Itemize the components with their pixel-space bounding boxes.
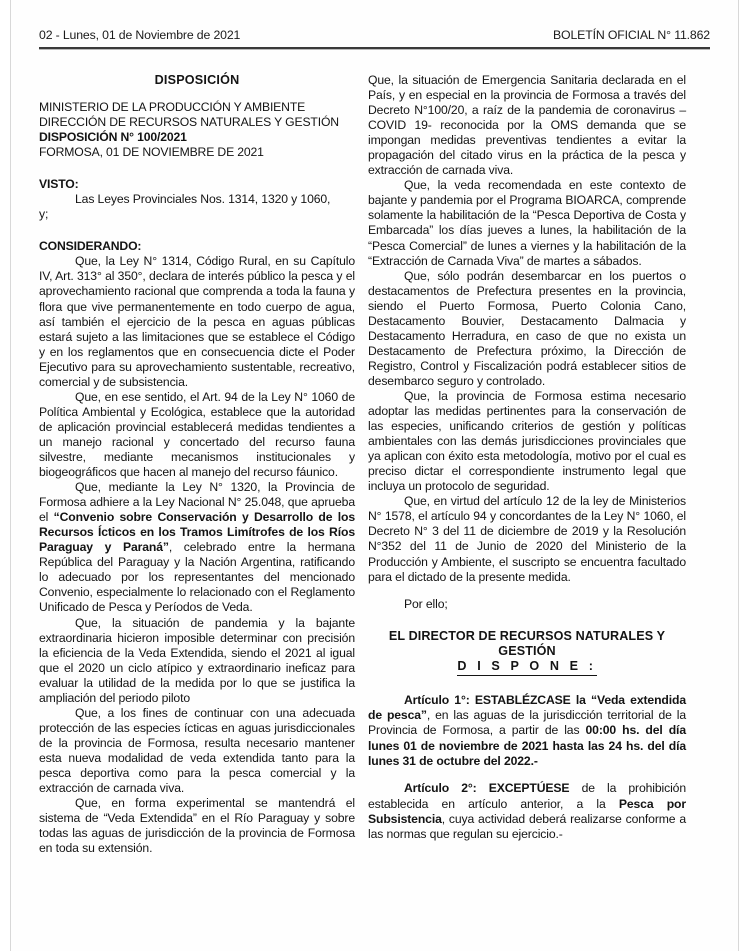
authority-line-1: EL DIRECTOR DE RECURSOS NATURALES Y	[388, 628, 666, 643]
articulo-1-mid: la	[570, 692, 592, 707]
disposicion-number: DISPOSICIÓN N° 100/2021	[39, 130, 187, 145]
articulo-1-body: , en las aguas de la jurisdicción territorial de la Provincia de Formosa, a partir de las	[368, 708, 686, 738]
right-paragraph-3: Que, sólo podrán desembarcar en los puertos o destacamentos de Prefectura presentes en la provincia, siendo el Puerto Formosa, Puerto Colonia Cano, Destacamento Bouvier, Destacamento Dalmacia y Destacamento Herradura, en caso de que no exista un Destacamento de Prefectura próximo, la Dirección de Registro, Control y Fiscalización podrá establecer sitios de desembarco seguro y controlado.	[368, 268, 686, 388]
articulo-1-label: Artículo 1°:	[404, 692, 470, 707]
page-content-area	[39, 0, 710, 951]
considerando-paragraph-6: Que, en forma experimental se mantendrá el sistema de “Veda Extendida” en el Río Paraguay y sobre todas las aguas de jurisdicción de la provincia de Formosa en toda su extensión.	[39, 796, 355, 856]
articulo-2-label: Artículo 2°:	[404, 781, 477, 796]
convenio-title: “Convenio sobre Conservación y Desarrollo de los Recursos Ícticos en los Tramos Limítrofes de los Ríos Paraguay y Paraná”	[39, 510, 355, 555]
articulo-2-verb: EXCEPTÚESE	[488, 781, 570, 796]
visto-tail: y;	[39, 207, 49, 222]
place-and-date: FORMOSA, 01 DE NOVIEMBRE DE 2021	[39, 145, 264, 160]
articulo-2-bold: Pesca por Subsistencia	[368, 796, 686, 826]
dispone-label: D I S P O N E :	[457, 659, 596, 675]
right-column	[368, 61, 686, 856]
page-sheet	[10, 0, 739, 951]
two-column-body	[39, 61, 710, 856]
section-title: DISPOSICIÓN	[154, 73, 240, 87]
articulo-2-tail: , cuya actividad deberá realizarse conforme a las normas que regulan su ejercicio.-	[368, 811, 686, 842]
right-paragraph-1: Que, la situación de Emergencia Sanitaria declarada en el País, y en especial en la provincia de Formosa a través del Decreto N°100/20, a raíz de la pandemia de coronavirus –COVID 19- reconocida por la OMS demanda que se impongan medidas preventivas tendientes a evitar la propagación del citado virus en la práctica de la pesca y extracción de carnada viva.	[368, 73, 686, 178]
running-head-right: BOLETÍN OFICIAL N° 11.862	[553, 28, 710, 42]
considerando-paragraph-5: Que, a los fines de continuar con una adecuada protección de las especies ícticas en aguas jurisdiccionales de la provincia de Formosa, resulta necesario mantener esta nueva modalidad de veda extendida tanto para la pesca deportiva como para la pesca comercial y la extracción de carnada viva.	[39, 705, 355, 796]
articulo-1-verb-text: ESTABLÉZCASE	[474, 692, 571, 707]
articulo-1-bold-tail: 00:00 hs. del día lunes 01 de noviembre de 2021 hasta las 24 hs. del día lunes 31 de octubre del 2022.-	[368, 723, 686, 769]
left-column	[39, 61, 355, 856]
p3-pre: Que, mediante la Ley N° 1320, la Provincia de Formosa adhiere a la Ley Nacional N° 25.048, que aprueba el	[39, 480, 355, 525]
authority-line-2: GESTIÓN	[498, 644, 556, 659]
visto-label: VISTO:	[39, 177, 79, 192]
header-divider	[39, 47, 710, 49]
right-paragraph-4: Que, la provincia de Formosa estima necesario adoptar las medidas pertinentes para la conservación de las especies, unificando criterios de gestión y políticas ambientales con las demás jurisdicciones provinciales que ya aplican con éxito esta metodología, motivo por el cual es preciso dictar el correspondiente instrumento legal que incluya un protocolo de seguridad.	[368, 388, 686, 494]
visto-body: Las Leyes Provinciales Nos. 1314, 1320 y 1060,	[75, 192, 331, 207]
articulo-2-body: de la prohibición establecida en artículo anterior, a la	[368, 781, 686, 811]
articulo-1	[368, 693, 686, 769]
considerando-paragraph-1: Que, la Ley N° 1314, Código Rural, en su Capítulo IV, Art. 313° al 350°, declara de interés público la pesca y el aprovechamiento racional que comprenda a toda la fauna y flora que vive permanentemente en todo cuerpo de agua, así también el ejercicio de la pesca en aguas públicas estará sujeto a las limitaciones que se establece el Código y en los reglamentos que en consecuencia dicte el Poder Ejecutivo para su aprovechamiento sustentable, recreativo, comercial y de subsistencia.	[39, 254, 355, 389]
running-head-left: 02 - Lunes, 01 de Noviembre de 2021	[39, 28, 241, 42]
considerando-label: CONSIDERANDO:	[39, 239, 142, 254]
por-ello: Por ello;	[404, 596, 448, 611]
direction-line: DIRECCIÓN DE RECURSOS NATURALES Y GESTIÓN	[39, 115, 339, 130]
considerando-paragraph-4: Que, la situación de pandemia y la bajante extraordinaria hicieron imposible determinar con precisión la eficiencia de la Veda Extendida, siendo el 2021 al igual que el 2020 un ciclo atípico y extraordinario ineficaz para evaluar la utilidad de la medida por lo que se justifica la ampliación del periodo piloto	[39, 615, 355, 705]
right-paragraph-5: Que, en virtud del artículo 12 de la ley de Ministerios N° 1578, el artículo 94 y concordantes de la Ley N° 1060, el Decreto N° 3 del 11 de diciembre de 2019 y la Resolución N°352 del 11 de Junio de 2020 del Ministerio de la Producción y Ambiente, el suscripto se encuentra facultado para el dictado de la presente medida.	[368, 494, 686, 584]
considerando-paragraph-3	[39, 480, 355, 615]
ministry-line: MINISTERIO DE LA PRODUCCIÓN Y AMBIENTE	[39, 100, 306, 114]
right-paragraph-2: Que, la veda recomendada en este contexto de bajante y pandemia por el Programa BIOARCA, comprende solamente la habilitación de la “Pesca Deportiva de Costa y Embarcada” los días jueves a lunes, la habilitación de la “Pesca Comercial” de lunes a viernes y la habilitación de la “Extracción de Carnada Viva” de martes a sábados.	[368, 178, 686, 268]
articulo-2	[368, 781, 686, 842]
p3-post: , celebrado entre la hermana República del Paraguay y la Nación Argentina, ratificando lo adecuado por los representantes del mencionado Convenio, especialmente lo relacionado con el Reglamento Unificado de Pesca y Períodos de Veda.	[39, 540, 356, 615]
articulo-1-quote: “Veda extendida de pesca”	[368, 692, 686, 723]
considerando-paragraph-2: Que, en ese sentido, el Art. 94 de la Ley N° 1060 de Política Ambiental y Ecológica, establece que la autoridad de aplicación provincial establecerá medidas tendientes a un manejo racional y concertado del recurso fauna silvestre, mediante mecanismos institucionales y biogeográficos que hacen al manejo del recurso fáunico.	[39, 389, 355, 480]
running-head	[39, 0, 710, 42]
authority-heading	[368, 629, 686, 676]
articulo-2-spacer	[477, 781, 489, 795]
